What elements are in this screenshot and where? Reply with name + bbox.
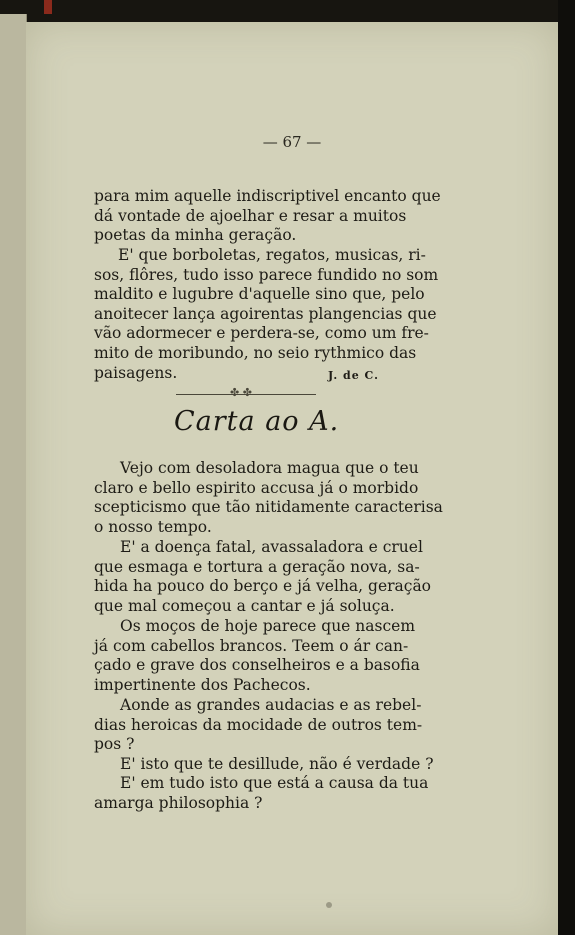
text-line: pos ? [94, 735, 135, 754]
text-line: dá vontade de ajoelhar e resar a muitos [94, 206, 407, 225]
text-line: já com cabellos brancos. Teem o ár can- [94, 636, 409, 655]
text-line: E' isto que te desillude, não é verdade ? [120, 755, 434, 773]
text-line: maldito e lugubre d'aquelle sino que, pelo [94, 285, 425, 304]
paragraph-6 [94, 696, 422, 755]
text-line: E' a doença fatal, avassaladora e cruel [120, 538, 423, 556]
text-line: para mim aquelle indiscriptivel encanto que [94, 187, 441, 205]
text-line: paisagens. [94, 363, 178, 382]
divider-ornament: ✤ ✤ [230, 386, 252, 399]
text-line: Aonde as grandes audacias e as rebel- [120, 696, 422, 714]
text-line: Os moços de hoje parece que nascem [120, 617, 416, 635]
book-page [26, 22, 558, 935]
binding-mark [44, 0, 52, 14]
scan-right-border [558, 0, 575, 935]
text-line: vão adormecer e perdera-se, como um fre- [94, 324, 429, 343]
text-line: E' em tudo isto que está a causa da tua [120, 774, 429, 792]
text-line: que mal começou a cantar e já soluça. [94, 596, 395, 615]
text-line: poetas da minha geração. [94, 226, 297, 245]
text-line: scepticismo que tão nitidamente caracterisa [94, 498, 443, 517]
paragraph-7 [94, 755, 434, 775]
text-line: dias heroicas da mocidade de outros tem- [94, 715, 423, 734]
section-heading: Carta ao A. [174, 406, 340, 437]
text-line: hida ha pouco do berço e já velha, geração [94, 577, 432, 596]
author-signature: J. de C. [328, 369, 379, 382]
paragraph-4 [94, 538, 431, 616]
text-line: que esmaga e tortura a geração nova, sa- [94, 557, 420, 576]
text-line: o nosso tempo. [94, 517, 212, 536]
paragraph-1 [94, 187, 441, 246]
text-line: claro e bello espirito accusa já o morbido [94, 478, 419, 497]
text-line: anoitecer lança agoirentas plangencias que [94, 304, 437, 323]
text-line: çado e grave dos conselheiros e a basofia [94, 656, 420, 675]
text-line: amarga philosophia ? [94, 793, 263, 812]
paragraph-5 [94, 617, 420, 695]
text-line: sos, flôres, tudo isso parece fundido no som [94, 265, 439, 284]
scan-top-border [0, 0, 575, 22]
text-line: E' que borboletas, regatos, musicas, ri- [118, 246, 426, 264]
paragraph-2 [94, 246, 438, 383]
previous-page-edge [0, 14, 27, 935]
text-line: mito de moribundo, no seio rythmico das [94, 343, 417, 362]
page-number: — 67 — [262, 133, 322, 151]
paragraph-3 [94, 459, 443, 537]
paper-spot [326, 902, 332, 908]
paragraph-8 [94, 774, 428, 813]
text-line: impertinente dos Pachecos. [94, 675, 311, 694]
text-line: Vejo com desoladora magua que o teu [120, 459, 419, 477]
